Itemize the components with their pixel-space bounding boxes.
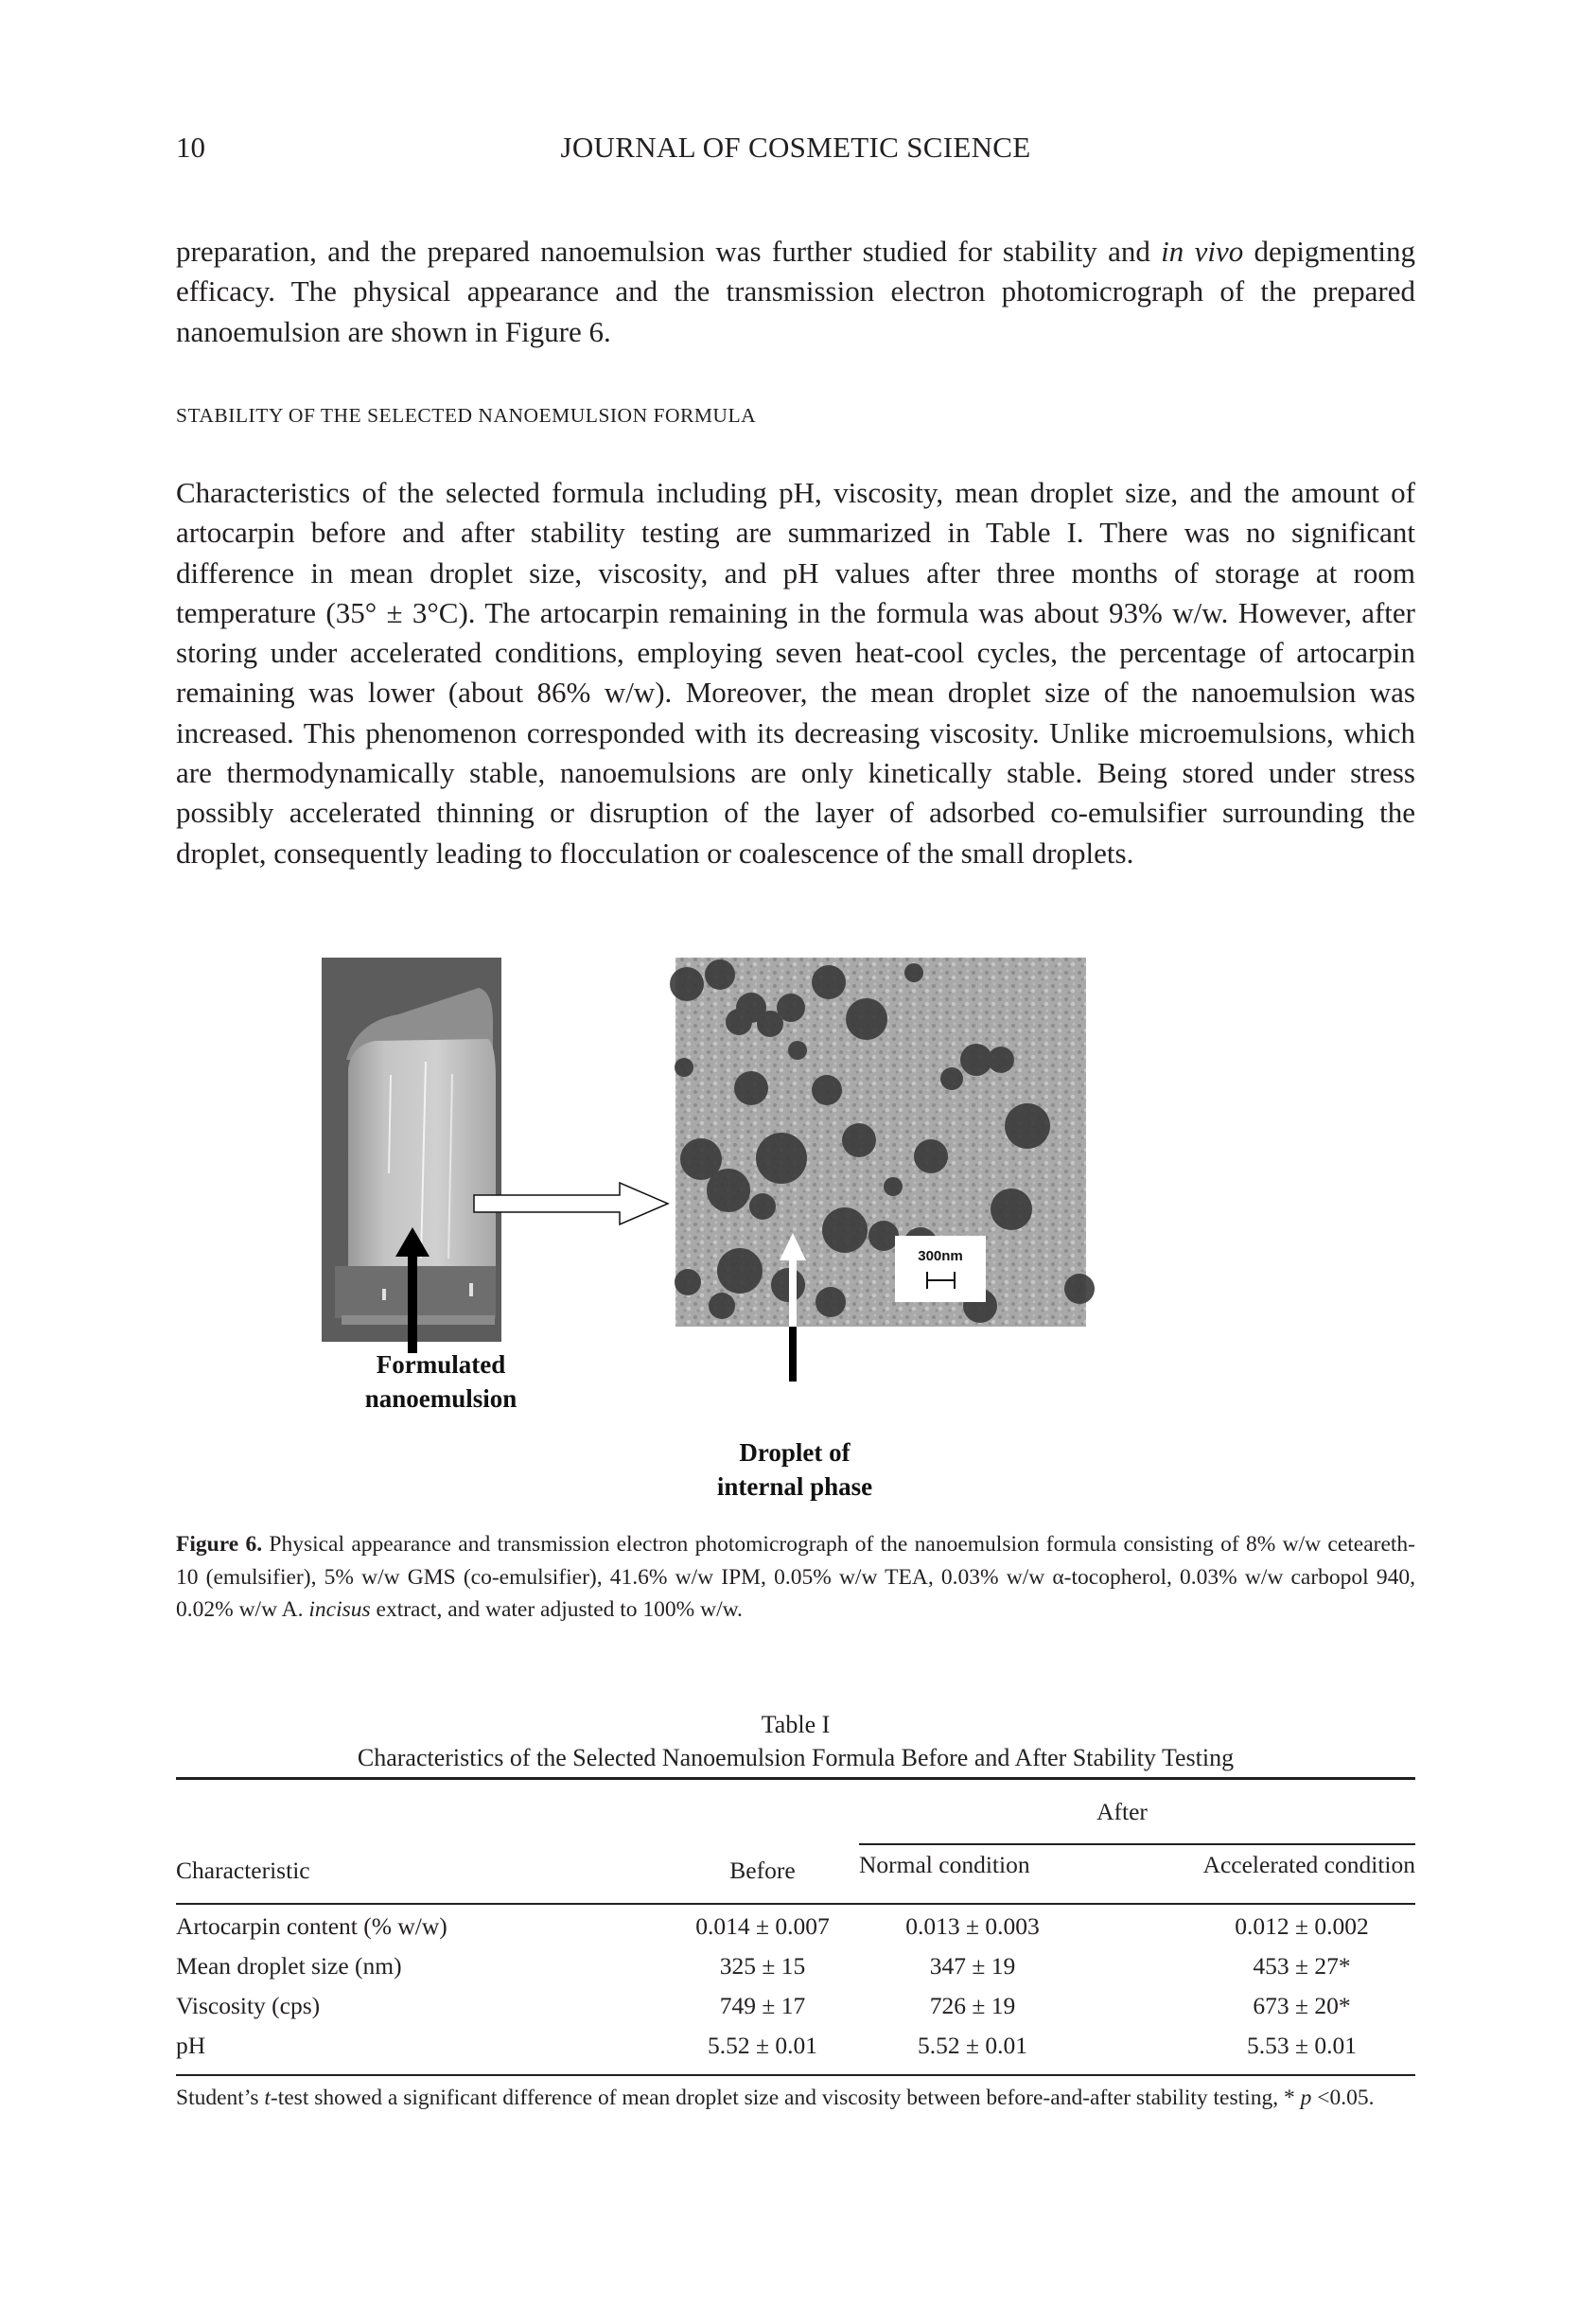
header-bottom-rule xyxy=(176,1903,1415,1905)
tem-micrograph xyxy=(670,958,1095,1327)
footnote-text: Student’s xyxy=(176,2086,265,2110)
paragraph-stability: Characteristics of the selected formula including pH, viscosity, mean droplet size, and the amount of artocarpin before and after stability testing are summarized in Table I. There was no significant difference in mean droplet size, viscosity, and pH values after three months of storage at room temperature (35° ± 3°C). The artocarpin remaining in the formula was about 93% w/w. However, after storing under accelerated conditions, employing seven heat-cool cycles, the percentage of artocarpin remaining was lower (about 86% w/w). Moreover, the mean droplet size of the nanoemulsion was increased. This phenomenon corresponded with its decreasing viscosity. Unlike microemulsions, which are thermodynamically stable, nanoemulsions are only kinetically stable. Being stored under stress possibly accelerated thinning or disruption of the layer of adsorbed co-emulsifier surrounding the droplet, consequently leading to flocculation or coalescence of the small droplets. xyxy=(176,476,1415,870)
cell-before: 749 ± 17 xyxy=(719,1992,806,2019)
journal-title: JOURNAL OF COSMETIC SCIENCE xyxy=(560,131,1031,164)
italic-term: in vivo xyxy=(1161,235,1244,268)
paragraph-intro xyxy=(176,232,1415,352)
label-formulated-nanoemulsion xyxy=(346,1347,535,1416)
figure-6 xyxy=(176,956,1415,1514)
running-head xyxy=(176,131,1415,168)
table-top-rule xyxy=(176,1777,1415,1780)
cell-accelerated: 0.012 ± 0.002 xyxy=(1235,1912,1369,1940)
col-header-normal: Normal condition xyxy=(859,1851,1030,1878)
table-bottom-rule xyxy=(176,2074,1415,2076)
footnote-italic: p xyxy=(1300,2086,1312,2110)
figure-illustration xyxy=(176,956,1415,1514)
cell-normal: 5.52 ± 0.01 xyxy=(918,2032,1027,2059)
row-label: Mean droplet size (nm) xyxy=(176,1952,402,1980)
label-droplet-internal-phase xyxy=(691,1435,899,1504)
row-label: pH xyxy=(176,2032,206,2059)
label-line: Droplet of xyxy=(739,1438,851,1467)
footnote-text: -test showed a significant difference of mean droplet size and viscosity between before-and-after stability testing, * xyxy=(270,2086,1301,2110)
table-footnote xyxy=(176,2082,1415,2115)
paragraph-text: preparation, and the prepared nanoemulsion was further studied for stability and xyxy=(176,235,1162,268)
label-line: internal phase xyxy=(716,1472,873,1501)
page-number: 10 xyxy=(176,131,205,164)
cell-before: 5.52 ± 0.01 xyxy=(708,2032,817,2059)
table-title: Table I xyxy=(761,1711,831,1738)
footnote-text: <0.05. xyxy=(1311,2086,1375,2110)
paragraph-text: depigmenting efficacy. The physical appearance and the transmission electron photomicrograph of the prepared nanoemulsion are shown in Figure 6. xyxy=(176,235,1415,348)
caption-text: Physical appearance and transmission electron photomicrograph of the nanoemulsion formula consisting of 8% w/w ceteareth-10 (emulsifier), 5% w/w GMS (co-emulsifier), 41.6% w/w IPM, 0.05% w/w TEA, 0.03% w/w α-tocopherol, 0.03% w/w carbopol 940, 0.02% w/w A. xyxy=(176,1532,1415,1622)
right-arrow-hollow-icon xyxy=(474,1183,668,1224)
row-label: Artocarpin content (% w/w) xyxy=(176,1912,447,1940)
footnote-italic: t xyxy=(264,2086,271,2110)
table-subtitle: Characteristics of the Selected Nanoemulsion Formula Before and After Stability Testing xyxy=(357,1744,1235,1771)
caption-text: extract, and water adjusted to 100% w/w. xyxy=(370,1597,743,1622)
scale-bar-label: 300nm xyxy=(918,1248,963,1264)
caption-label: Figure 6. xyxy=(176,1532,263,1557)
cell-accelerated: 673 ± 20* xyxy=(1253,1992,1351,2019)
cell-before: 0.014 ± 0.007 xyxy=(695,1912,830,1940)
cell-before: 325 ± 15 xyxy=(719,1952,806,1980)
caption-italic: incisus xyxy=(308,1597,371,1622)
cell-normal: 347 ± 19 xyxy=(929,1952,1016,1980)
group-header-rule xyxy=(859,1843,1415,1845)
cell-normal: 0.013 ± 0.003 xyxy=(905,1912,1040,1940)
col-header-accelerated: Accelerated condition xyxy=(1202,1851,1415,1878)
cell-accelerated: 5.53 ± 0.01 xyxy=(1247,2032,1357,2059)
col-header-characteristic: Characteristic xyxy=(176,1857,310,1884)
label-line: Formulated xyxy=(376,1350,506,1379)
col-header-before: Before xyxy=(729,1857,796,1884)
section-heading: STABILITY OF THE SELECTED NANOEMULSION FORMULA xyxy=(176,404,757,427)
cell-accelerated: 453 ± 27* xyxy=(1253,1952,1351,1980)
group-header-after: After xyxy=(1096,1798,1148,1825)
label-line: nanoemulsion xyxy=(364,1384,517,1413)
scale-bar xyxy=(895,1236,986,1302)
cell-normal: 726 ± 19 xyxy=(929,1992,1016,2019)
row-label: Viscosity (cps) xyxy=(176,1992,321,2019)
figure-caption xyxy=(176,1528,1415,1627)
